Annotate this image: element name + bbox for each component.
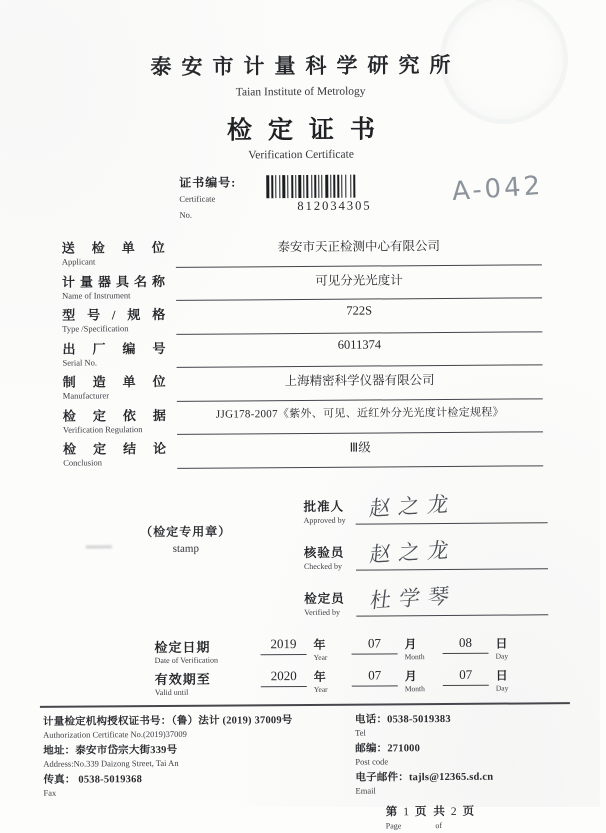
field-label-en: Serial No. (62, 356, 98, 368)
field-label-cn: 送检单位 (61, 239, 166, 256)
field-label-en: Manufacturer (62, 390, 110, 401)
field-table (62, 231, 544, 469)
footer-address (43, 740, 355, 768)
date-year-value: 2019 (260, 633, 306, 654)
footer-line-en: Post code (355, 755, 389, 767)
month-unit-en: Month (404, 651, 425, 661)
page-current: 1 (403, 805, 411, 818)
field-row-regulation (63, 399, 543, 436)
of-label-en: of (435, 820, 443, 830)
page-word: 第 (385, 805, 400, 818)
date-label-cn: 检定日期 (154, 639, 211, 655)
sig-label-en: Approved by (303, 515, 346, 525)
footer-fax (43, 769, 355, 797)
field-label-cn: 型号/规格 (62, 306, 167, 323)
field-label-cn: 计量器具名称 (61, 273, 167, 290)
day-unit-cn: 日 (495, 668, 508, 683)
date-month-value: 07 (351, 633, 397, 654)
year-unit-en: Year (313, 684, 328, 694)
page-number (386, 802, 586, 830)
day-unit-cn: 日 (495, 636, 508, 651)
dates-section (154, 631, 604, 696)
scan-smudge (86, 545, 112, 548)
field-label-en: Type /Specification (62, 323, 129, 334)
footer-line-en: Tel (355, 727, 366, 738)
field-value: 泰安市天正检测中心有限公司 (176, 231, 542, 267)
month-unit-cn: 月 (404, 636, 417, 651)
field-row-instrument-name (62, 265, 542, 302)
footer-line-cn: 计量检定机构授权证书号：（鲁）法计 (2019) 37009号 (42, 714, 293, 728)
date-day-value: 08 (442, 632, 488, 653)
page-word: 页 共 (414, 805, 447, 818)
field-label-en: Name of Instrument (62, 289, 131, 301)
institute-name-cn: 泰安市计量科学研究所 (150, 53, 461, 80)
certno-label-cn: 证书编号: (179, 175, 237, 190)
footer-left-column (43, 711, 356, 832)
certificate-title-en: Verification Certificate (248, 148, 354, 162)
footer-line-cn: 地址：泰安市岱宗大街339号 (43, 744, 178, 757)
field-value: 6011374 (176, 332, 542, 368)
date-label-en: Date of Verification (154, 655, 219, 665)
year-unit-cn: 年 (313, 669, 326, 684)
field-row-applicant (62, 231, 542, 268)
sig-label-en: Verified by (304, 607, 341, 617)
field-label-cn: 检定依据 (62, 407, 167, 424)
certificate-title-cn: 检定证书 (226, 115, 392, 145)
field-row-conclusion (63, 432, 543, 469)
footer-divider (40, 702, 570, 708)
signature-line (356, 569, 548, 616)
footer-line-en: Authorization Certificate No.(2019)37009 (43, 728, 187, 740)
footer-right-column (355, 710, 586, 831)
signature-row-checked (304, 524, 548, 571)
field-row-type-spec (62, 298, 542, 335)
month-unit-en: Month (404, 683, 425, 693)
field-label-en: Applicant (61, 256, 96, 267)
field-value: 722S (176, 298, 542, 334)
field-label-en: Conclusion (63, 457, 102, 468)
date-row-verification (154, 631, 604, 664)
footer-line-en: Fax (43, 787, 57, 798)
field-label-cn: 出厂编号 (62, 340, 167, 357)
field-row-manufacturer (63, 365, 543, 402)
signature-row-approved (303, 478, 547, 525)
certificate-number-value: 812034305 (297, 198, 372, 214)
field-value: 上海精密科学仪器有限公司 (177, 365, 543, 401)
barcode-icon (266, 174, 402, 198)
footer-line-cn: 电话：0538-5019383 (354, 713, 451, 726)
signature-line (355, 477, 547, 524)
certificate-number-labels (179, 173, 255, 226)
field-value: 可见分光光度计 (176, 265, 542, 301)
certno-label-en1: Certificate (179, 193, 216, 204)
field-label-cn: 检定结论 (63, 440, 168, 457)
field-value: Ⅲ级 (177, 432, 543, 468)
footer-line-cn: 电子邮件：tajls@12365.sd.cn (355, 771, 494, 784)
signature-section (3, 475, 604, 631)
footer-tel (355, 710, 585, 738)
page-label-en: Page (385, 820, 402, 830)
field-label-cn: 制造单位 (62, 373, 167, 390)
stamp-label-en: stamp (172, 542, 200, 555)
date-month-value: 07 (352, 665, 398, 686)
handwritten-code: A-042 (451, 170, 545, 208)
institute-name-en: Taian Institute of Metrology (235, 85, 366, 99)
sig-label-en: Checked by (303, 561, 342, 571)
footer-authorization (43, 711, 355, 739)
day-unit-en: Day (495, 651, 509, 661)
handwritten-signature: 杜学琴 (368, 583, 459, 613)
stamp-placeholder (126, 522, 246, 555)
date-label-cn: 有效期至 (154, 671, 211, 687)
footer-line-cn: 传真： 0538-5019368 (43, 773, 143, 786)
date-year-value: 2020 (261, 665, 307, 686)
footer-line-en: Address:No.339 Daizong Street, Tai An (43, 757, 179, 769)
signature-line (356, 523, 548, 570)
certno-label-en2: No. (179, 209, 193, 220)
field-row-serial-no (62, 332, 542, 369)
year-unit-en: Year (313, 652, 328, 662)
stamp-label-cn: （检定专用章） (140, 523, 232, 539)
page-total: 2 (450, 805, 459, 818)
date-day-value: 07 (443, 664, 489, 685)
sig-label-cn: 检定员 (304, 591, 345, 606)
year-unit-cn: 年 (313, 637, 326, 652)
signature-rows (303, 478, 548, 618)
barcode-area (259, 172, 409, 225)
footer (43, 709, 606, 832)
footer-line-en: Email (355, 784, 376, 796)
signature-row-verified (304, 570, 548, 617)
footer-email (355, 768, 585, 796)
page-word: 页 (462, 805, 477, 818)
sig-label-cn: 批准人 (303, 499, 345, 514)
month-unit-cn: 月 (404, 668, 417, 683)
sig-label-cn: 核验员 (303, 545, 345, 560)
handwritten-signature: 赵之龙 (368, 491, 458, 521)
footer-line-cn: 邮编：271000 (355, 742, 421, 755)
footer-postcode (355, 739, 585, 767)
handwritten-signature: 赵之龙 (368, 537, 459, 567)
field-label-en: Verification Regulation (62, 423, 143, 435)
field-value: JJG178-2007《紫外、可见、近红外分光光度计检定规程》 (177, 399, 543, 435)
date-label-en: Valid until (154, 687, 189, 697)
date-row-valid-until (155, 663, 605, 696)
day-unit-en: Day (495, 683, 509, 693)
